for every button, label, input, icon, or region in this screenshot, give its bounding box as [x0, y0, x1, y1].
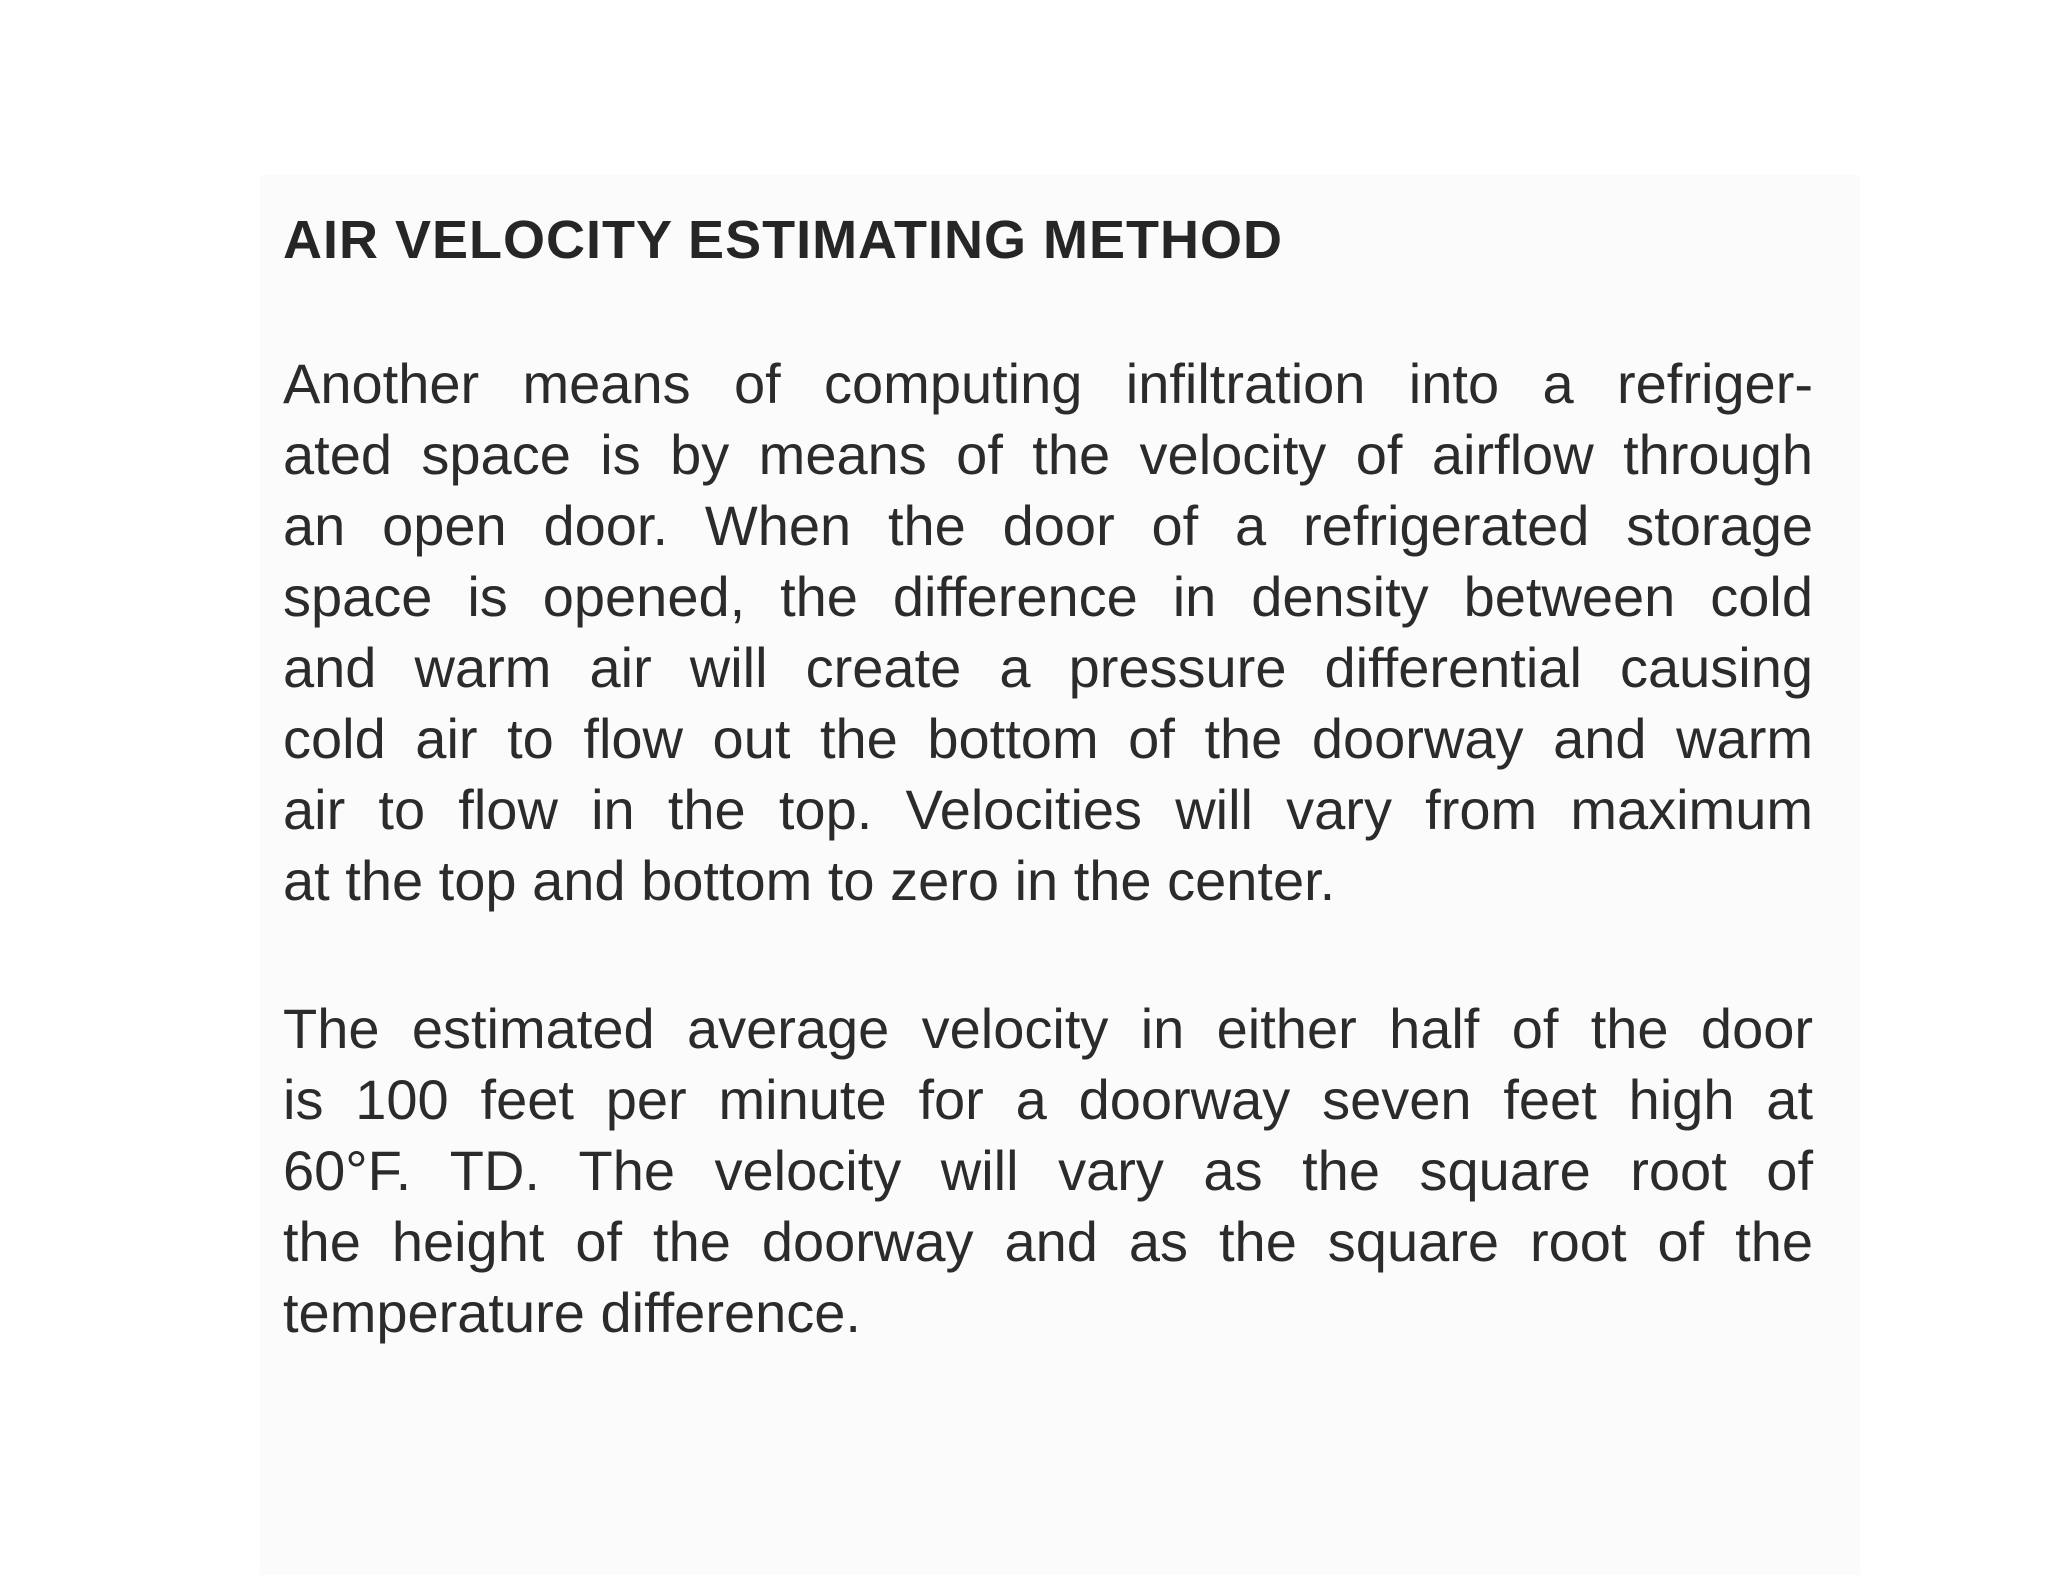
text-line: The estimated average velocity in either half of the door: [283, 997, 1813, 1060]
section-heading: AIR VELOCITY ESTIMATING METHOD: [283, 210, 1284, 270]
text-line: at the top and bottom to zero in the center.: [283, 849, 1336, 912]
document-body: [283, 210, 1823, 1348]
text-line: and warm air will create a pressure differential causing: [283, 636, 1813, 699]
text-line: air to flow in the top. Velocities will vary from maximum: [283, 778, 1813, 841]
text-line: cold air to flow out the bottom of the doorway and warm: [283, 707, 1813, 770]
text-line: space is opened, the difference in density between cold: [283, 565, 1813, 628]
text-line: is 100 feet per minute for a doorway seven feet high at: [283, 1068, 1813, 1131]
text-line: Another means of computing infiltration into a refriger-: [283, 352, 1813, 415]
text-line: ated space is by means of the velocity of airflow through: [283, 423, 1813, 486]
text-line: an open door. When the door of a refrigerated storage: [283, 494, 1813, 557]
text-line: 60°F. TD. The velocity will vary as the square root of: [283, 1139, 1813, 1202]
paragraph-velocity: [283, 993, 1813, 1348]
paragraph-infiltration: [283, 348, 1813, 916]
text-line: the height of the doorway and as the square root of the: [283, 1210, 1813, 1273]
text-line: temperature difference.: [283, 1281, 861, 1344]
